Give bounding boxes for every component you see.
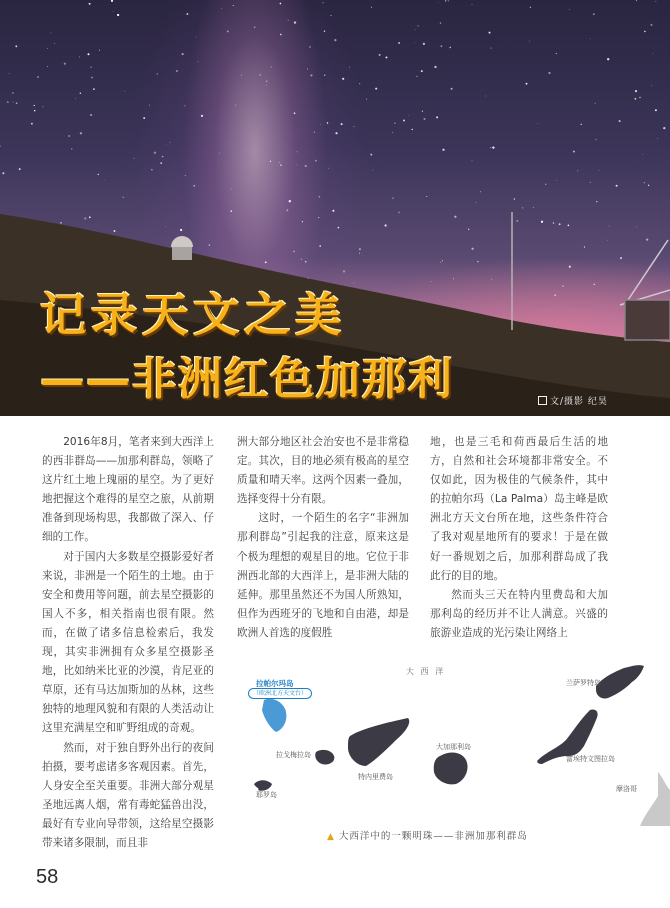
paragraph: 地，也是三毛和荷西最后生活的地方，自然和社会环境都非常安全。不仅如此，因为极佳的气候条件，其中的拉帕尔玛（La Palma）岛主峰是欧洲北方天文台所在地，这些条件符合了我对观星地所有的要求！于是在做好一番规划之后，加那利群岛成了我此行的目的地。: [430, 436, 608, 582]
author-credit: [538, 394, 608, 407]
map-caption-text: 大西洋中的一颗明珠——非洲加那利群岛: [338, 831, 528, 842]
island-tenerife: [348, 718, 409, 766]
paragraph: 然而头三天在特内里费岛和大加那利岛的经历并不让人满意。兴盛的旅游业造成的光污染让网络上: [430, 588, 608, 639]
article-column-3: [430, 433, 608, 643]
page-number: 58: [36, 866, 59, 888]
label-fuerteventura: 富埃特文图拉岛: [566, 755, 615, 763]
paragraph: 对于国内大多数星空摄影爱好者来说，非洲是一个陌生的土地。由于安全和费用等问题，前去星空摄影的国人不多，相关指南也很有限。然而，在做了诸多信息检索后，我发现，其实非洲拥有众多星空摄影圣地，比如纳米比亚的沙漠，肯尼亚的草原，还有马达加斯加的丛林，这些独特的地理风貌和有限的人类活动让这里充满星空和旷野组成的奇观。: [42, 550, 214, 735]
paragraph: 洲大部分地区社会治安也不是非常稳定。其次，目的地必须有极高的星空质量和晴天率。这两个因素一叠加，选择变得十分有限。: [237, 436, 409, 506]
paragraph: 2016年8月，笔者来到大西洋上的西非群岛——加那利群岛，领略了这片红土地上瑰丽的星空。为了更好地把握这个难得的星空之旅，从前期准备到现场构思，我都做了深入、仔细的工作。: [42, 436, 214, 544]
article-title: 记录天文之美: [40, 288, 346, 342]
label-la-gomera: 拉戈梅拉岛: [276, 751, 311, 759]
island-lanzarote: [596, 665, 644, 698]
hero-photo: [0, 0, 670, 416]
label-la-palma-note: （欧洲北方天文台）: [248, 688, 312, 699]
morocco-coast: [640, 772, 670, 826]
triangle-icon: ▲: [327, 832, 335, 842]
label-lanzarote: 兰萨罗特岛: [566, 679, 601, 687]
island-la-gomera: [315, 750, 334, 765]
credit-box-icon: [538, 396, 547, 405]
label-ocean: 大 西 洋: [406, 667, 446, 676]
label-la-palma: 拉帕尔玛岛: [256, 679, 294, 688]
label-tenerife: 特内里费岛: [358, 773, 393, 781]
map-caption: [327, 828, 528, 842]
article-subtitle: ——非洲红色加那利: [40, 354, 454, 405]
article-column-2: [237, 433, 409, 643]
author-credit-text: 文/摄影 纪昊: [550, 397, 608, 407]
island-la-palma: [262, 699, 286, 732]
label-morocco: 摩洛哥: [616, 785, 637, 793]
island-gran-canaria: [434, 753, 468, 785]
label-gran-canaria: 大加那利岛: [436, 743, 471, 751]
map-shapes: [240, 656, 670, 826]
paragraph: 这时，一个陌生的名字“非洲加那利群岛”引起我的注意，原来这是个极为理想的观星目的地。它位于非洲西北部的大西洋上，是非洲大陆的延伸。那里虽然还不为国人所熟知，但作为西班牙的飞地和自由港，却是欧洲人首选的度假胜: [237, 512, 409, 639]
label-el-hierro: 耶罗岛: [256, 791, 277, 799]
article-column-1: [42, 433, 214, 853]
canary-islands-map: [240, 656, 670, 826]
title-block: [0, 0, 670, 416]
paragraph: 然而，对于独自野外出行的夜间拍摄，要考虑诸多客观因素。首先，人身安全至关重要。非洲大部分观星圣地远离人烟，常有毒蛇猛兽出没，最好有专业向导带领，这给星空摄影带来诸多限制，而且非: [42, 741, 214, 849]
